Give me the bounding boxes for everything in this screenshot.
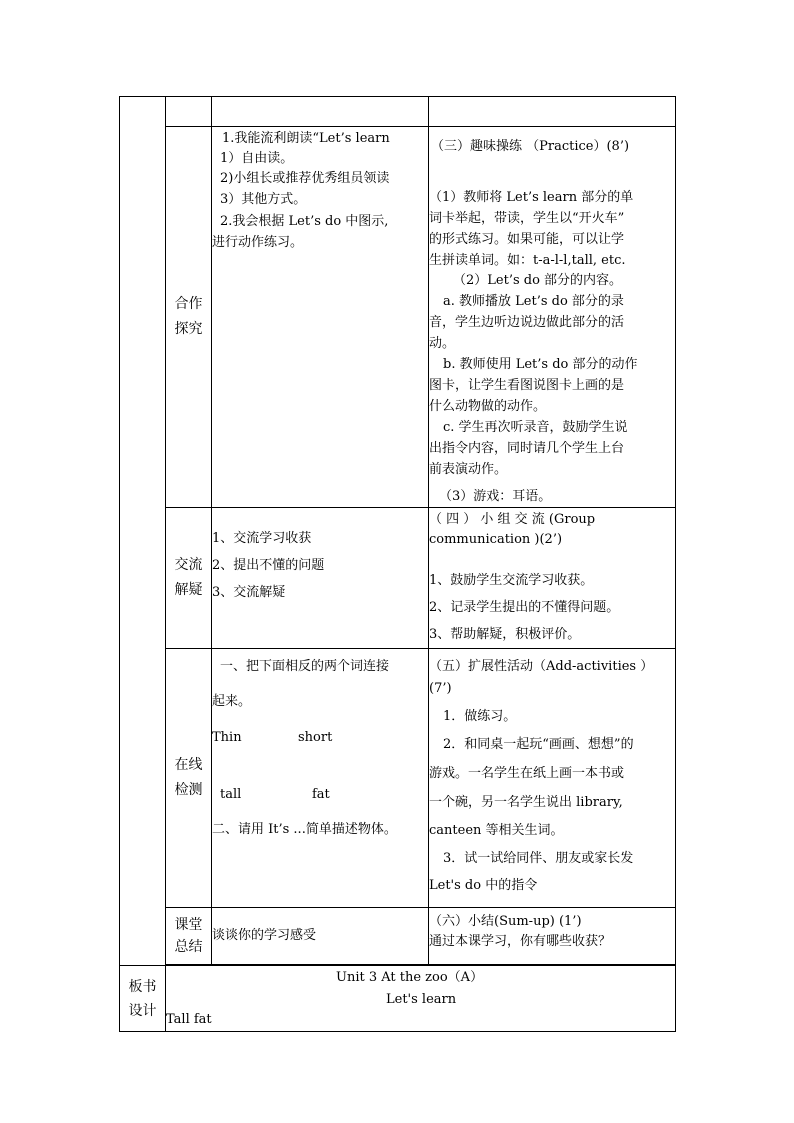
stage-cell-cooperate bbox=[166, 127, 212, 508]
teacher-line: 前表演动作。 bbox=[429, 462, 508, 477]
teacher-line: （2）Let’s do 部分的内容。 bbox=[453, 273, 623, 288]
student-line: 2、提出不懂的问题 bbox=[212, 558, 325, 573]
student-cell-summary bbox=[212, 908, 429, 965]
student-line: 谈谈你的学习感受 bbox=[212, 928, 317, 943]
stage-cell-summary bbox=[166, 908, 212, 965]
teacher-cell-empty bbox=[429, 97, 676, 127]
table-row-check bbox=[120, 649, 676, 908]
student-line: 2)小组长或推荐优秀组员领读 bbox=[220, 171, 390, 186]
teacher-line: 游戏。一名学生在纸上画一本书或 bbox=[429, 766, 625, 781]
table-row-exchange bbox=[120, 508, 676, 649]
student-cell-empty bbox=[212, 97, 429, 127]
teacher-line: （3）游戏：耳语。 bbox=[439, 489, 552, 504]
teacher-line: 什么动物做的动作。 bbox=[429, 399, 547, 414]
teacher-line: 出指令内容，同时请几个学生上台 bbox=[429, 441, 625, 456]
stage-label: 合作 bbox=[174, 296, 203, 312]
stage-label: 探究 bbox=[174, 321, 203, 337]
student-cell-check bbox=[212, 649, 429, 908]
exercise-instruction: 二、请用 It’s ...简单描述物体。 bbox=[212, 822, 397, 837]
table-row-empty bbox=[120, 97, 676, 127]
student-line: 3）其他方式。 bbox=[220, 192, 307, 207]
teacher-line: 1．做练习。 bbox=[443, 709, 517, 724]
student-line: 进行动作练习。 bbox=[212, 235, 304, 250]
table-row-board bbox=[120, 966, 676, 1032]
stage-label: 检测 bbox=[174, 782, 203, 798]
stage-label: 交流 bbox=[174, 557, 203, 573]
teacher-line: 通过本课学习，你有哪些收获？ bbox=[429, 934, 612, 949]
board-label: 设计 bbox=[128, 1002, 157, 1019]
exercise-instruction: 一、把下面相反的两个词连接 bbox=[220, 659, 390, 674]
teacher-line: （1）教师将 Let’s learn 部分的单 bbox=[429, 190, 634, 205]
board-words: Tall fat bbox=[166, 1012, 212, 1027]
teacher-line: 音，学生边听边说边做此部分的活 bbox=[429, 315, 625, 330]
teacher-line: a. 教师播放 Let’s do 部分的录 bbox=[443, 294, 624, 309]
stage-cell-exchange bbox=[166, 508, 212, 649]
stage-label: 在线 bbox=[174, 757, 203, 773]
teacher-line: 一个碗，另一名学生说出 library, bbox=[429, 795, 623, 810]
teacher-line: c. 学生再次听录音，鼓励学生说 bbox=[443, 420, 628, 435]
board-subtitle: Let's learn bbox=[386, 992, 457, 1007]
outer-left-column bbox=[120, 97, 166, 966]
board-content-cell bbox=[166, 966, 676, 1032]
teacher-cell-cooperate bbox=[429, 127, 676, 508]
board-title: Unit 3 At the zoo（A） bbox=[336, 970, 484, 985]
word-right: fat bbox=[312, 787, 330, 802]
teacher-line: 2．和同桌一起玩“画画、想想”的 bbox=[443, 737, 634, 752]
lesson-plan-table bbox=[119, 96, 676, 1032]
teacher-heading: （五）扩展性活动（Add-activities ） bbox=[429, 659, 654, 674]
stage-label: 总结 bbox=[174, 939, 203, 955]
teacher-cell-summary bbox=[429, 908, 676, 965]
teacher-line: 图卡，让学生看图说图卡上画的是 bbox=[429, 378, 625, 393]
teacher-line: 生拼读单词。如：t-a-l-l,tall, etc. bbox=[429, 253, 626, 268]
teacher-cell-exchange bbox=[429, 508, 676, 649]
exercise-instruction: 起来。 bbox=[212, 694, 252, 709]
board-label: 板书 bbox=[128, 978, 157, 995]
teacher-heading: （六）小结(Sum-up) (1’) bbox=[429, 914, 582, 929]
student-cell-exchange bbox=[212, 508, 429, 649]
teacher-line: canteen 等相关生词。 bbox=[429, 823, 564, 838]
teacher-line: 3．试一试给同伴、朋友或家长发 bbox=[443, 851, 634, 866]
stage-cell-check bbox=[166, 649, 212, 908]
word-left: Thin bbox=[212, 730, 242, 745]
board-label-cell bbox=[120, 966, 166, 1032]
student-line: 2.我会根据 Let’s do 中图示, bbox=[220, 214, 389, 229]
word-right: short bbox=[298, 730, 333, 745]
teacher-line: b. 教师使用 Let’s do 部分的动作 bbox=[443, 357, 638, 372]
stage-cell-empty bbox=[166, 97, 212, 127]
stage-label: 课堂 bbox=[174, 917, 203, 933]
student-cell-cooperate bbox=[212, 127, 429, 508]
teacher-heading: (7’) bbox=[429, 681, 452, 696]
teacher-line: （三）趣味操练 （Practice）(8’) bbox=[431, 139, 630, 154]
teacher-line: 词卡举起，带读，学生以“开火车” bbox=[429, 211, 625, 226]
teacher-line: 3、帮助解疑，积极评价。 bbox=[429, 627, 581, 642]
teacher-line: 的形式练习。如果可能，可以让学 bbox=[429, 232, 625, 247]
teacher-cell-check bbox=[429, 649, 676, 908]
word-left: tall bbox=[220, 787, 242, 802]
stage-label: 解疑 bbox=[174, 582, 203, 598]
table-row-cooperate bbox=[120, 127, 676, 508]
teacher-heading: communication )(2’) bbox=[429, 532, 563, 547]
student-line: 1.我能流利朗读“Let’s learn bbox=[222, 131, 390, 146]
student-line: 3、交流解疑 bbox=[212, 585, 286, 600]
teacher-line: 动。 bbox=[429, 336, 456, 351]
teacher-line: Let's do 中的指令 bbox=[429, 878, 538, 893]
student-line: 1、交流学习收获 bbox=[212, 531, 312, 546]
teacher-heading: （ 四 ） 小 组 交 流 (Group bbox=[429, 512, 596, 527]
teacher-line: 2、记录学生提出的不懂得问题。 bbox=[429, 600, 620, 615]
teacher-line: 1、鼓励学生交流学习收获。 bbox=[429, 573, 594, 588]
table-row-summary bbox=[120, 908, 676, 965]
student-line: 1）自由读。 bbox=[220, 151, 294, 166]
